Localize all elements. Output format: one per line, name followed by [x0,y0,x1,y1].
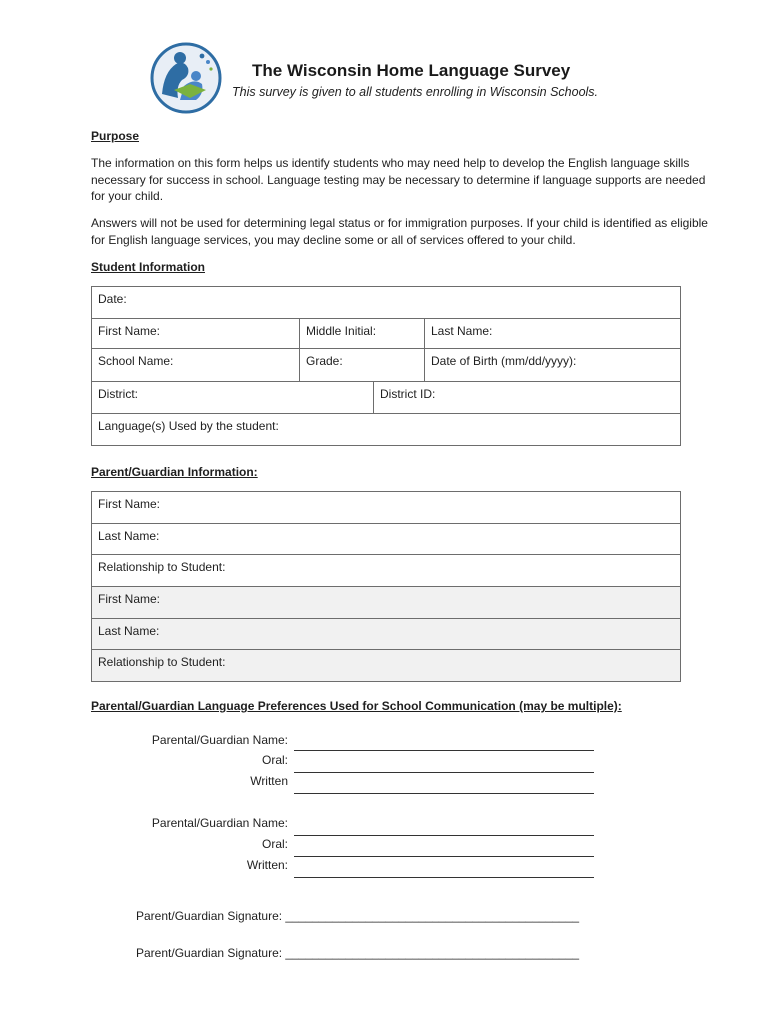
parent-info-table [91,491,681,682]
parent1-first-name-label: First Name: [98,497,161,511]
middle-initial-field[interactable] [300,319,425,349]
pref1-name-label: Parental/Guardian Name: [151,733,288,747]
pref1-oral-label: Oral: [261,753,288,767]
grade-label: Grade: [306,354,343,368]
language-preferences-heading: Parental/Guardian Language Preferences Used for School Communication (may be multiple): [91,699,622,713]
dob-label: Date of Birth (mm/dd/yyyy): [431,354,577,368]
middle-initial-label: Middle Initial: [306,324,377,338]
parent1-relationship-field[interactable] [92,555,681,587]
pref1-written-line[interactable] [294,793,594,794]
dob-field[interactable] [425,349,681,382]
parent2-first-name-label: First Name: [98,592,161,606]
purpose-text-1: The information on this form helps us identify students who may need help to develop the English language skills necessary for success in school. Language testing may be necessary to determine if language supports are needed for your child. [91,156,706,203]
purpose-paragraph-2 [91,215,711,248]
parent1-last-name-field[interactable] [92,524,681,555]
last-name-label: Last Name: [431,324,493,338]
pref2-name-label: Parental/Guardian Name: [151,816,288,830]
parent-info-heading: Parent/Guardian Information: [91,465,258,479]
pref1-name-line[interactable] [294,750,594,751]
parent1-last-name-label: Last Name: [98,529,160,543]
languages-field[interactable] [92,414,681,446]
signature-line-2[interactable]: Parent/Guardian Signature: ____________________________________________ [136,946,580,960]
parent2-relationship-field[interactable] [92,650,681,682]
wisconsin-dpi-logo [150,42,222,114]
signature-line-1[interactable]: Parent/Guardian Signature: ____________________________________________ [136,909,580,923]
pref2-written-label: Written: [246,858,288,872]
parent2-first-name-field[interactable] [92,587,681,619]
parent1-first-name-field[interactable] [92,492,681,524]
last-name-field[interactable] [425,319,681,349]
district-label: District: [98,387,138,401]
pref1-written-label: Written [250,774,288,788]
student-info-heading: Student Information [91,260,205,274]
purpose-paragraph-1 [91,155,711,205]
school-name-field[interactable] [92,349,300,382]
date-field[interactable] [92,287,681,319]
languages-label: Language(s) Used by the student: [98,419,279,433]
first-name-label: First Name: [98,324,161,338]
pref2-written-line[interactable] [294,877,594,878]
grade-field[interactable] [300,349,425,382]
pref2-oral-line[interactable] [294,856,594,857]
date-label: Date: [98,292,127,306]
pref1-oral-line[interactable] [294,772,594,773]
district-id-field[interactable] [374,382,681,414]
pref2-oral-label: Oral: [261,837,288,851]
school-name-label: School Name: [98,354,174,368]
purpose-text-2: Answers will not be used for determining legal status or for immigration purposes. If your child is identified as eligible for English language services, you may decline some or all of services offered to your child. [91,216,708,247]
district-id-label: District ID: [380,387,436,401]
page-title: The Wisconsin Home Language Survey [252,61,571,80]
parent2-last-name-label: Last Name: [98,624,160,638]
district-field[interactable] [92,382,374,414]
pref2-name-line[interactable] [294,835,594,836]
parent2-relationship-label: Relationship to Student: [98,655,226,669]
first-name-field[interactable] [92,319,300,349]
parent2-last-name-field[interactable] [92,619,681,650]
purpose-heading: Purpose [91,129,140,143]
parent1-relationship-label: Relationship to Student: [98,560,226,574]
student-info-table [91,286,681,446]
parent-and-child-reading-logo-icon [150,42,222,114]
page-subtitle: This survey is given to all students enrolling in Wisconsin Schools. [232,85,599,99]
